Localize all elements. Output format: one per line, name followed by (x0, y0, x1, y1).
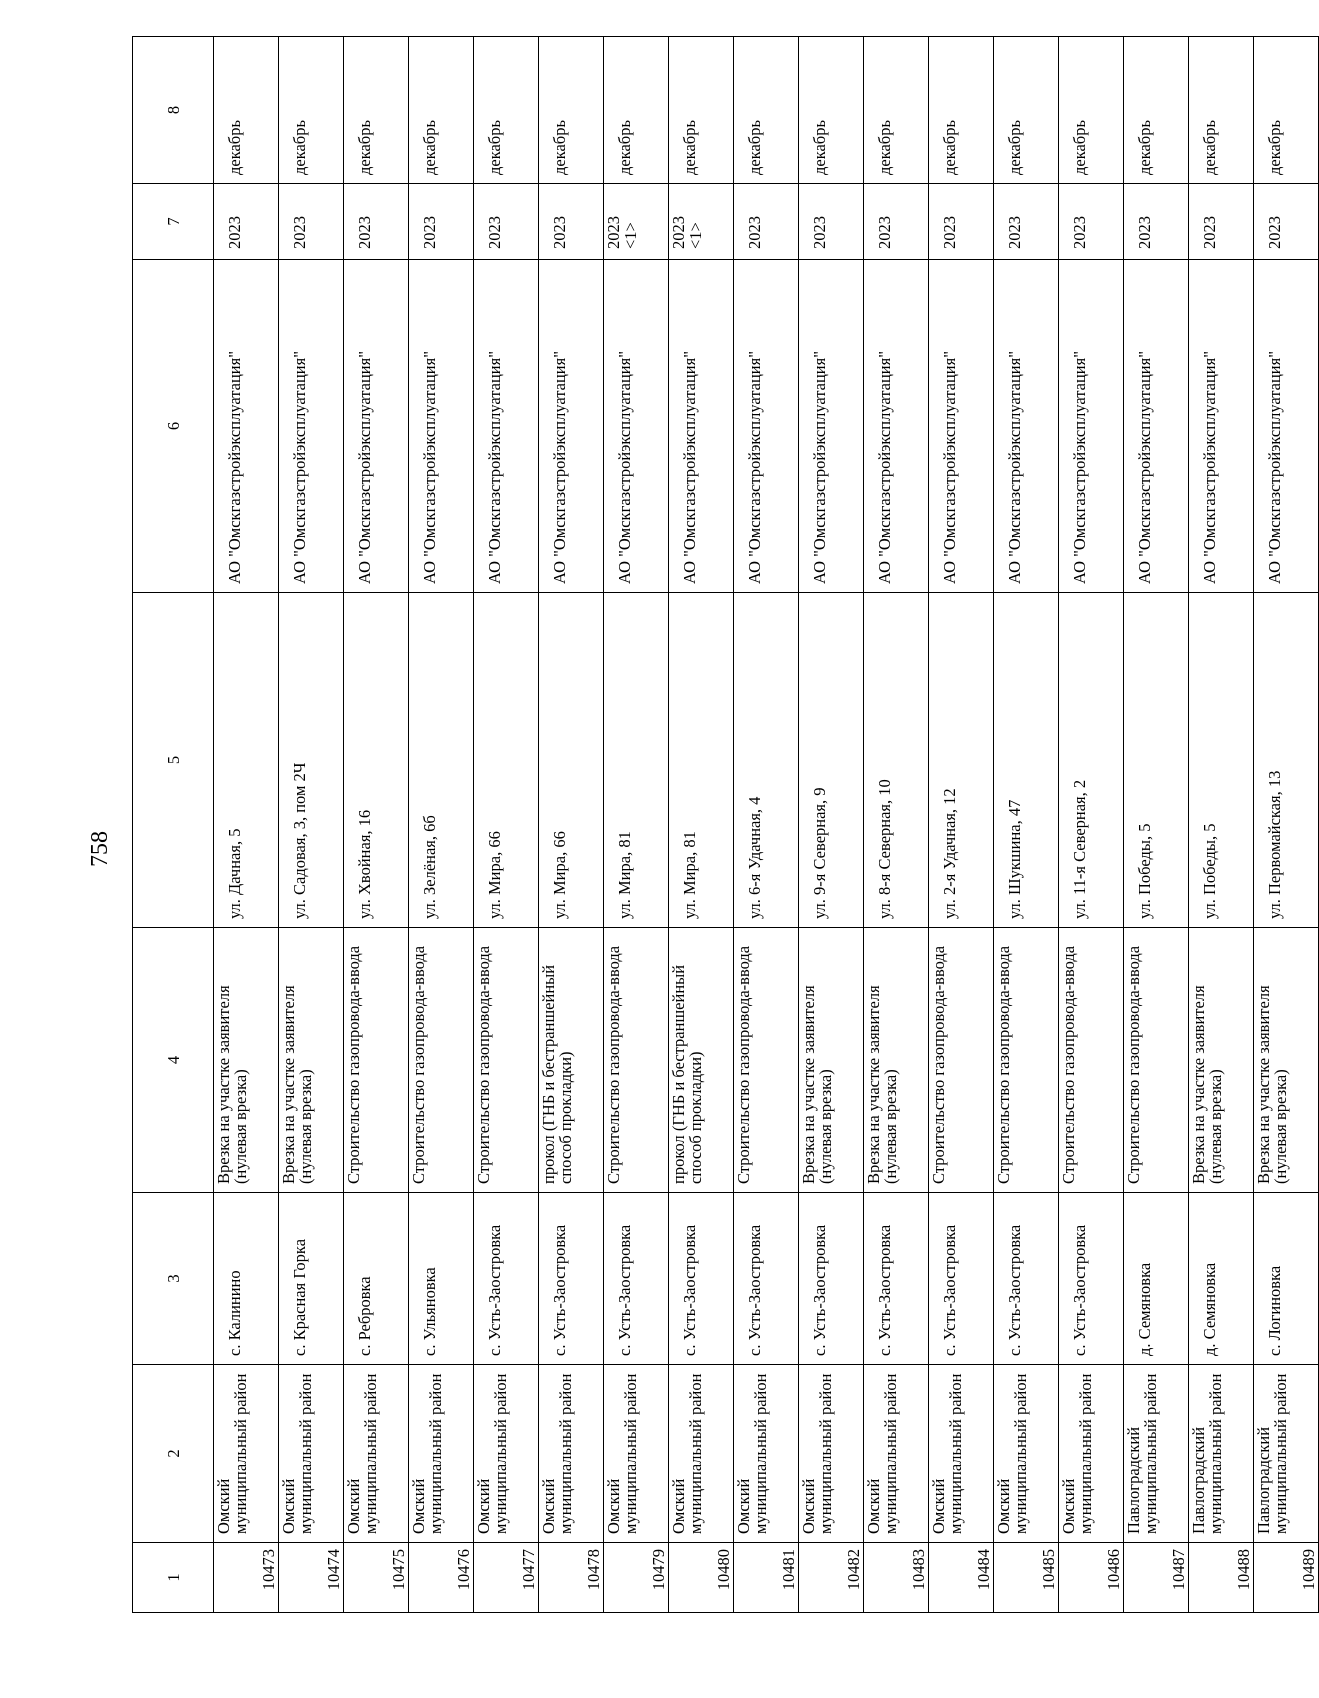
month-cell: декабрь (344, 37, 409, 184)
year-cell: 2023 (409, 184, 474, 260)
year-cell: 2023 (1124, 184, 1189, 260)
row-number-cell: 10485 (994, 1543, 1059, 1613)
district-cell: Омский муниципальный район (344, 1365, 409, 1543)
row-number-cell: 10473 (214, 1543, 279, 1613)
row-number-cell: 10486 (1059, 1543, 1124, 1613)
work-type-cell: Врезка на участке заявителя (нулевая врезка) (1189, 928, 1254, 1193)
row-number-cell: 10480 (669, 1543, 734, 1613)
row-number-cell: 10478 (539, 1543, 604, 1613)
month-cell: декабрь (409, 37, 474, 184)
work-type-cell: Строительство газопровода-ввода (994, 928, 1059, 1193)
settlement-cell: с. Усть-Заостровка (864, 1193, 929, 1365)
table-row (604, 37, 669, 1613)
row-number-cell: 10482 (799, 1543, 864, 1613)
address-cell: ул. Мира, 66 (474, 593, 539, 928)
organization-cell: АО "Омскгазстройэксплуатация" (344, 260, 409, 593)
address-cell: ул. Шукшина, 47 (994, 593, 1059, 928)
year-cell: 2023 (1189, 184, 1254, 260)
month-cell: декабрь (474, 37, 539, 184)
table-row (1254, 37, 1319, 1613)
district-cell: Омский муниципальный район (734, 1365, 799, 1543)
address-cell: ул. Первомайская, 13 (1254, 593, 1319, 928)
year-cell: 2023 (864, 184, 929, 260)
work-type-cell: Строительство газопровода-ввода (734, 928, 799, 1193)
settlement-cell: с. Усть-Заостровка (669, 1193, 734, 1365)
year-cell: 2023 (1059, 184, 1124, 260)
work-type-cell: Строительство газопровода-ввода (344, 928, 409, 1193)
organization-cell: АО "Омскгазстройэксплуатация" (279, 260, 344, 593)
table-row (1124, 37, 1189, 1613)
work-type-cell: Врезка на участке заявителя (нулевая врезка) (1254, 928, 1319, 1193)
work-type-cell: прокол (ГНБ и бестраншейный способ прокладки) (669, 928, 734, 1193)
organization-cell: АО "Омскгазстройэксплуатация" (1189, 260, 1254, 593)
row-number-cell: 10488 (1189, 1543, 1254, 1613)
column-header: 5 (133, 593, 214, 928)
month-cell: декабрь (539, 37, 604, 184)
table-row (864, 37, 929, 1613)
table-row (409, 37, 474, 1613)
settlement-cell: с. Калинино (214, 1193, 279, 1365)
district-cell: Омский муниципальный район (669, 1365, 734, 1543)
year-cell: 2023 (929, 184, 994, 260)
address-cell: ул. 11-я Северная, 2 (1059, 593, 1124, 928)
table-row (994, 37, 1059, 1613)
page-number: 758 (87, 831, 113, 867)
work-type-cell: прокол (ГНБ и бестраншейный способ прокладки) (539, 928, 604, 1193)
address-cell: ул. Зелёная, 6б (409, 593, 474, 928)
row-number-cell: 10479 (604, 1543, 669, 1613)
organization-cell: АО "Омскгазстройэксплуатация" (214, 260, 279, 593)
year-cell: 2023 (214, 184, 279, 260)
district-cell: Омский муниципальный район (214, 1365, 279, 1543)
column-header: 2 (133, 1365, 214, 1543)
year-cell: 2023 (344, 184, 409, 260)
header-row (133, 37, 214, 1613)
address-cell: ул. 6-я Удачная, 4 (734, 593, 799, 928)
district-cell: Павлоградский муниципальный район (1189, 1365, 1254, 1543)
organization-cell: АО "Омскгазстройэксплуатация" (1059, 260, 1124, 593)
settlement-cell: с. Усть-Заостровка (474, 1193, 539, 1365)
district-cell: Омский муниципальный район (539, 1365, 604, 1543)
year-cell: 2023 (539, 184, 604, 260)
settlement-cell: с. Усть-Заостровка (734, 1193, 799, 1365)
organization-cell: АО "Омскгазстройэксплуатация" (474, 260, 539, 593)
district-cell: Павлоградский муниципальный район (1254, 1365, 1319, 1543)
month-cell: декабрь (1189, 37, 1254, 184)
work-type-cell: Строительство газопровода-ввода (1059, 928, 1124, 1193)
organization-cell: АО "Омскгазстройэксплуатация" (1254, 260, 1319, 593)
settlement-cell: с. Усть-Заостровка (604, 1193, 669, 1365)
district-cell: Омский муниципальный район (929, 1365, 994, 1543)
row-number-cell: 10483 (864, 1543, 929, 1613)
settlement-cell: д. Семяновка (1124, 1193, 1189, 1365)
column-header: 4 (133, 928, 214, 1193)
month-cell: декабрь (604, 37, 669, 184)
year-cell: 2023 (799, 184, 864, 260)
district-cell: Омский муниципальный район (864, 1365, 929, 1543)
year-cell: 2023 (994, 184, 1059, 260)
table-row (344, 37, 409, 1613)
month-cell: декабрь (734, 37, 799, 184)
table-row (214, 37, 279, 1613)
district-cell: Омский муниципальный район (604, 1365, 669, 1543)
district-cell: Омский муниципальный район (1059, 1365, 1124, 1543)
address-cell: ул. 8-я Северная, 10 (864, 593, 929, 928)
address-cell: ул. 2-я Удачная, 12 (929, 593, 994, 928)
district-cell: Омский муниципальный район (799, 1365, 864, 1543)
column-header: 1 (133, 1543, 214, 1613)
month-cell: декабрь (799, 37, 864, 184)
settlement-cell: с. Ульяновка (409, 1193, 474, 1365)
row-number-cell: 10475 (344, 1543, 409, 1613)
organization-cell: АО "Омскгазстройэксплуатация" (1124, 260, 1189, 593)
month-cell: декабрь (1059, 37, 1124, 184)
organization-cell: АО "Омскгазстройэксплуатация" (604, 260, 669, 593)
column-header: 8 (133, 37, 214, 184)
month-cell: декабрь (1254, 37, 1319, 184)
settlement-cell: с. Усть-Заостровка (929, 1193, 994, 1365)
address-cell: ул. Дачная, 5 (214, 593, 279, 928)
month-cell: декабрь (214, 37, 279, 184)
work-type-cell: Врезка на участке заявителя (нулевая врезка) (799, 928, 864, 1193)
district-cell: Омский муниципальный район (279, 1365, 344, 1543)
work-type-cell: Врезка на участке заявителя (нулевая врезка) (279, 928, 344, 1193)
year-cell: 2023 (474, 184, 539, 260)
row-number-cell: 10481 (734, 1543, 799, 1613)
address-cell: ул. Победы, 5 (1189, 593, 1254, 928)
row-number-cell: 10477 (474, 1543, 539, 1613)
work-type-cell: Врезка на участке заявителя (нулевая врезка) (864, 928, 929, 1193)
month-cell: декабрь (279, 37, 344, 184)
organization-cell: АО "Омскгазстройэксплуатация" (799, 260, 864, 593)
table-row (474, 37, 539, 1613)
settlement-cell: с. Усть-Заостровка (994, 1193, 1059, 1365)
district-cell: Омский муниципальный район (994, 1365, 1059, 1543)
column-header: 3 (133, 1193, 214, 1365)
settlement-cell: с. Логиновка (1254, 1193, 1319, 1365)
month-cell: декабрь (1124, 37, 1189, 184)
year-cell: 2023 (734, 184, 799, 260)
table-row (539, 37, 604, 1613)
rotated-table-container (132, 37, 1318, 1613)
month-cell: декабрь (994, 37, 1059, 184)
settlement-cell: с. Усть-Заостровка (799, 1193, 864, 1365)
gasification-table (132, 36, 1319, 1613)
table-row (669, 37, 734, 1613)
organization-cell: АО "Омскгазстройэксплуатация" (734, 260, 799, 593)
table-row (279, 37, 344, 1613)
month-cell: декабрь (929, 37, 994, 184)
work-type-cell: Строительство газопровода-ввода (409, 928, 474, 1193)
work-type-cell: Строительство газопровода-ввода (929, 928, 994, 1193)
organization-cell: АО "Омскгазстройэксплуатация" (539, 260, 604, 593)
organization-cell: АО "Омскгазстройэксплуатация" (994, 260, 1059, 593)
address-cell: ул. Мира, 81 (669, 593, 734, 928)
column-header: 7 (133, 184, 214, 260)
address-cell: ул. Победы, 5 (1124, 593, 1189, 928)
row-number-cell: 10487 (1124, 1543, 1189, 1613)
table-row (929, 37, 994, 1613)
table-row (799, 37, 864, 1613)
row-number-cell: 10476 (409, 1543, 474, 1613)
district-cell: Омский муниципальный район (474, 1365, 539, 1543)
row-number-cell: 10474 (279, 1543, 344, 1613)
organization-cell: АО "Омскгазстройэксплуатация" (929, 260, 994, 593)
settlement-cell: с. Усть-Заостровка (539, 1193, 604, 1365)
table-row (734, 37, 799, 1613)
settlement-cell: с. Усть-Заостровка (1059, 1193, 1124, 1365)
address-cell: ул. 9-я Северная, 9 (799, 593, 864, 928)
organization-cell: АО "Омскгазстройэксплуатация" (864, 260, 929, 593)
row-number-cell: 10484 (929, 1543, 994, 1613)
month-cell: декабрь (669, 37, 734, 184)
district-cell: Омский муниципальный район (409, 1365, 474, 1543)
work-type-cell: Строительство газопровода-ввода (1124, 928, 1189, 1193)
table-row (1189, 37, 1254, 1613)
settlement-cell: с. Красная Горка (279, 1193, 344, 1365)
work-type-cell: Строительство газопровода-ввода (474, 928, 539, 1193)
organization-cell: АО "Омскгазстройэксплуатация" (669, 260, 734, 593)
table-row (1059, 37, 1124, 1613)
settlement-cell: с. Ребровка (344, 1193, 409, 1365)
work-type-cell: Строительство газопровода-ввода (604, 928, 669, 1193)
address-cell: ул. Садовая, 3, пом 2Ч (279, 593, 344, 928)
address-cell: ул. Мира, 81 (604, 593, 669, 928)
year-cell: 2023 (279, 184, 344, 260)
address-cell: ул. Мира, 66 (539, 593, 604, 928)
settlement-cell: д. Семяновка (1189, 1193, 1254, 1365)
year-cell: 2023 (1254, 184, 1319, 260)
month-cell: декабрь (864, 37, 929, 184)
column-header: 6 (133, 260, 214, 593)
year-cell: 2023 <1> (669, 184, 734, 260)
year-cell: 2023 <1> (604, 184, 669, 260)
row-number-cell: 10489 (1254, 1543, 1319, 1613)
organization-cell: АО "Омскгазстройэксплуатация" (409, 260, 474, 593)
district-cell: Павлоградский муниципальный район (1124, 1365, 1189, 1543)
address-cell: ул. Хвойная, 16 (344, 593, 409, 928)
work-type-cell: Врезка на участке заявителя (нулевая врезка) (214, 928, 279, 1193)
